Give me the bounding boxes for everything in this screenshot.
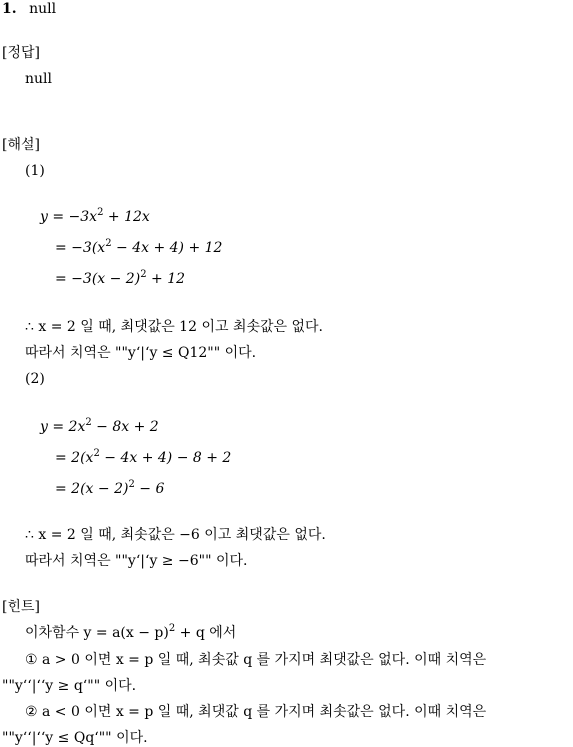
eq-text: = 2(x [55,450,94,466]
hint-header: [힌트] [2,599,40,615]
part1-label: (1) [25,163,45,179]
problem-line [2,0,56,18]
eq-text: = −3(x [55,240,106,256]
part2-equation-line-3 [55,480,164,498]
eq-text: − 6 [134,481,165,497]
exponent: 2 [85,417,92,428]
exponent: 2 [168,623,176,634]
part2-label: (2) [25,371,45,387]
part1-equation-line-2 [55,239,222,257]
eq-text: − 8x + 2 [91,419,159,435]
eq-text: + 12 [146,271,186,287]
eq-text: − 4x + 4) + 12 [111,240,223,256]
part2-conclusion: ∴ x = 2 일 때, 최솟값은 −6 이고 최댓값은 없다. [25,527,326,543]
exponent: 2 [97,207,104,218]
exponent: 2 [105,238,112,249]
part2-range: 따라서 치역은 ""y‘|‘y ≥ −6"" 이다. [25,553,248,569]
exponent: 2 [140,269,147,280]
part1-equation-line-3 [55,270,185,288]
hint-line-4: ② a < 0 이면 x = p 일 때, 최댓값 q 를 가지며 최솟값은 없다. 이때 치역은 [25,704,487,720]
part2-equation-line-1 [40,418,159,436]
problem-number: 1. [2,1,17,17]
explanation-header: [해설] [2,137,40,153]
exponent: 2 [93,448,100,459]
answer-header: [정답] [2,45,40,61]
eq-text: y = 2x [40,419,86,435]
hint-text: 이차함수 y = a(x − p) [25,625,169,641]
hint-text: + q 에서 [175,625,237,641]
exponent: 2 [128,479,135,490]
part2-equation-line-2 [55,449,231,467]
part1-conclusion: ∴ x = 2 일 때, 최댓값은 12 이고 최솟값은 없다. [25,319,323,335]
part1-range: 따라서 치역은 ""y‘|‘y ≤ Q12"" 이다. [25,345,257,361]
hint-line-3: ""y‘‘|‘‘y ≥ q‘"" 이다. [2,678,137,694]
eq-text: = −3(x − 2) [55,271,141,287]
eq-text: y = −3x [40,209,98,225]
answer-text: null [25,71,52,87]
hint-line-1 [25,624,236,642]
eq-text: + 12x [103,209,150,225]
eq-text: = 2(x − 2) [55,481,129,497]
hint-line-5: ""y‘‘|‘‘y ≤ Qq‘"" 이다. [2,730,148,746]
eq-text: − 4x + 4) − 8 + 2 [99,450,232,466]
hint-line-2: ① a > 0 이면 x = p 일 때, 최솟값 q 를 가지며 최댓값은 없다. 이때 치역은 [25,652,487,668]
part1-equation-line-1 [40,208,150,226]
problem-text: null [29,1,57,17]
